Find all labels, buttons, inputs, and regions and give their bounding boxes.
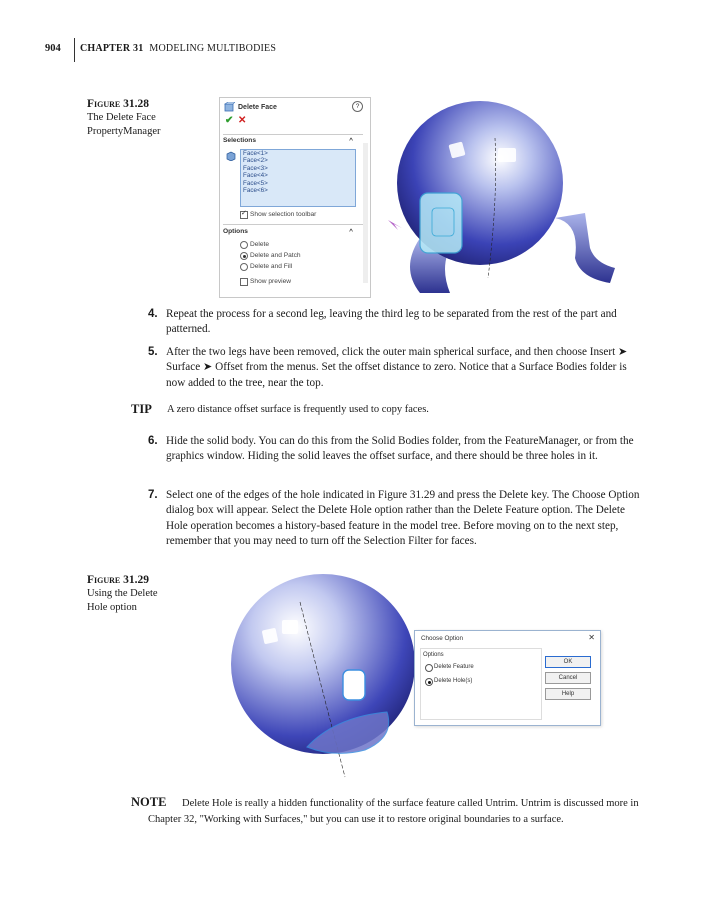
- step-6: [148, 434, 648, 465]
- highlight-window: [282, 620, 298, 634]
- step-number: 4.: [148, 308, 158, 320]
- hole-edge-highlight: [343, 670, 365, 700]
- collapse-chevron-icon[interactable]: ^: [349, 137, 353, 144]
- divider: [223, 224, 363, 225]
- divider: [223, 134, 363, 135]
- highlight-window: [498, 148, 516, 162]
- scrollbar[interactable]: [363, 143, 368, 283]
- list-item[interactable]: Face<4>: [243, 172, 268, 180]
- dialog-title: Choose Option: [421, 635, 464, 642]
- step-text: After the two legs have been removed, click the outer main spherical surface, and then choose Insert ➤ Surface ➤ Offset from the menus. Set the offset distance to zero. Notice that a Surface Bodies folder is now added to the tree, near the top.: [166, 346, 628, 389]
- delete-and-fill-label: Delete and Fill: [250, 263, 293, 270]
- figure-label: Figure 31.28: [87, 98, 150, 110]
- sphere-surface-model: [215, 572, 430, 787]
- close-icon[interactable]: ✕: [588, 633, 595, 642]
- list-item[interactable]: Face<2>: [243, 157, 268, 165]
- highlight-window: [262, 628, 279, 645]
- caption-line: The Delete Face: [87, 112, 156, 123]
- figure-31-28-caption: [87, 97, 197, 139]
- figure-31-29-caption: [87, 573, 197, 615]
- leg-shape: [555, 213, 615, 283]
- selected-faces-highlight: [420, 193, 462, 253]
- list-item[interactable]: Face<1>: [243, 150, 268, 157]
- cancel-button[interactable]: ✕: [238, 115, 247, 126]
- step-5: [148, 345, 648, 391]
- panel-title: Delete Face: [238, 104, 277, 111]
- list-item[interactable]: Face<3>: [243, 164, 268, 172]
- show-toolbar-checkbox[interactable]: ✓: [241, 210, 247, 217]
- options-label: Options: [223, 228, 248, 235]
- collapse-chevron-icon[interactable]: ^: [349, 228, 353, 235]
- options-group-header[interactable]: [223, 228, 363, 235]
- note-label: NOTE: [131, 795, 167, 809]
- show-preview-label: Show preview: [250, 278, 292, 285]
- options-label: Options: [423, 652, 444, 658]
- list-item[interactable]: Face<5>: [243, 179, 268, 187]
- help-button[interactable]: Help: [545, 688, 591, 700]
- step-text: Hide the solid body. You can do this from the Solid Bodies folder, from the FeatureManager, or from the graphics window. Hiding the solid leaves the offset surface, and there should be three holes in it.: [166, 435, 634, 463]
- step-text: Select one of the edges of the hole indicated in Figure 31.29 and press the Delete key. The Choose Option dialog box will appear. Select the Delete Hole option rather than the Delete Feature option. The Delete Hole operation becomes a history-based feature in the model tree. Before moving on to the next step, remember that you may need to turn off the Selection Filter for faces.: [166, 489, 640, 548]
- list-item[interactable]: Face<6>: [243, 187, 268, 195]
- step-number: 7.: [148, 489, 158, 501]
- running-header: [80, 43, 276, 54]
- step-number: 5.: [148, 346, 158, 358]
- cursor-filter-icon: [388, 220, 402, 230]
- tip-text: A zero distance offset surface is frequently used to copy faces.: [167, 404, 429, 415]
- header-rule: [74, 38, 75, 62]
- delete-label: Delete: [250, 241, 270, 248]
- figure-label: Figure 31.29: [87, 574, 150, 586]
- selections-label: Selections: [223, 137, 256, 144]
- step-4: [148, 307, 648, 338]
- choose-option-dialog: [414, 630, 601, 726]
- delete-and-patch-label: Delete and Patch: [250, 252, 301, 259]
- ok-button[interactable]: OK: [545, 656, 591, 668]
- tip-label: TIP: [131, 402, 152, 416]
- step-7: [148, 488, 648, 550]
- caption-line: Using the Delete: [87, 588, 158, 599]
- step-text: Repeat the process for a second leg, leaving the third leg to be separated from the rest of the part and patterned.: [166, 308, 617, 336]
- help-icon[interactable]: ?: [352, 101, 363, 112]
- cancel-button[interactable]: Cancel: [545, 672, 591, 684]
- face-selection-icon: [226, 151, 236, 161]
- delete-feature-label: Delete Feature: [434, 664, 474, 670]
- chapter-title: MODELING MULTIBODIES: [149, 43, 277, 54]
- show-toolbar-label: Show selection toolbar: [250, 211, 317, 218]
- show-preview-checkbox[interactable]: [240, 278, 248, 286]
- page-number: 904: [45, 43, 61, 54]
- chapter-number: CHAPTER 31: [80, 43, 144, 54]
- delete-and-patch-radio[interactable]: [240, 252, 248, 260]
- note-text: Delete Hole is really a hidden functionality of the surface feature called Untrim. Untrim is discussed more in Chapter 32, "Working with Surfaces," but you can use it to restore original boundaries to a surface.: [148, 798, 639, 825]
- faces-selection-list[interactable]: [240, 149, 356, 207]
- delete-holes-label: Delete Hole(s): [434, 678, 473, 684]
- delete-radio[interactable]: [240, 241, 248, 249]
- step-number: 6.: [148, 435, 158, 447]
- caption-line: PropertyManager: [87, 126, 161, 137]
- ok-button[interactable]: ✔: [225, 115, 234, 126]
- options-groupbox: [420, 648, 542, 720]
- delete-face-icon: [224, 102, 235, 113]
- caption-line: Hole option: [87, 602, 137, 613]
- sphere-model-with-legs: [380, 98, 640, 298]
- delete-face-propertymanager: [219, 97, 371, 298]
- delete-and-fill-radio[interactable]: [240, 263, 248, 271]
- selections-group-header[interactable]: [223, 137, 363, 144]
